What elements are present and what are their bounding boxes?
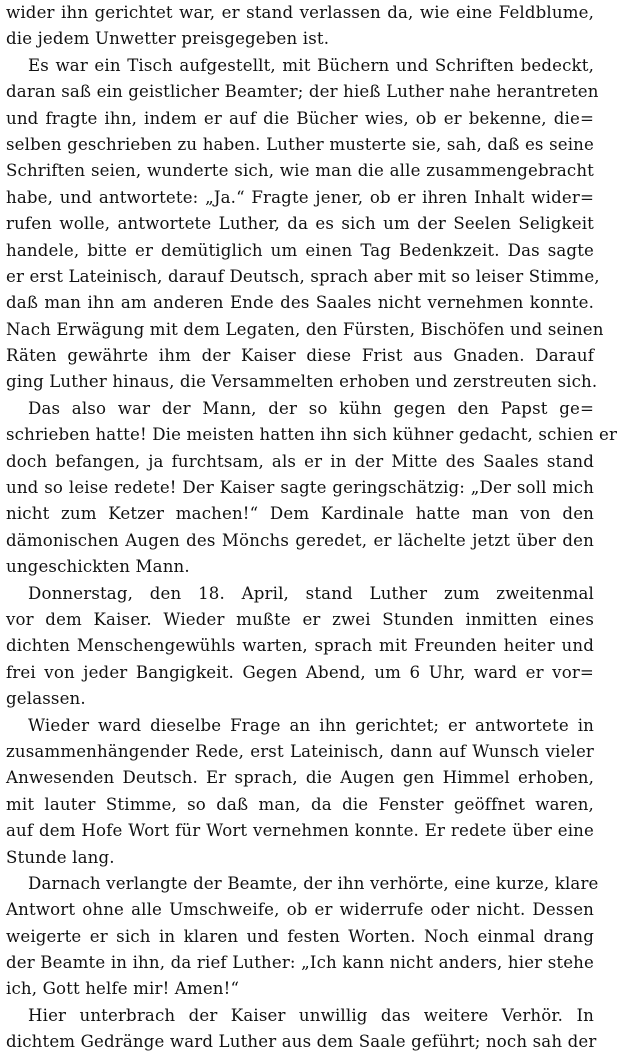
text-line: Wieder ward dieselbe Frage an ihn gerichtet; er antwortete in: [28, 715, 594, 735]
text-line: zusammenhängender Rede, erst Lateinisch, dann auf Wunsch vieler: [6, 741, 594, 761]
text-line: die jedem Unwetter preisgegeben ist.: [6, 29, 330, 49]
text-line: frei von jeder Bangigkeit. Gegen Abend, um 6 Uhr, ward er vor=: [6, 662, 594, 682]
text-line: daran saß ein geistlicher Beamter; der hieß Luther nahe herantreten: [6, 82, 599, 102]
text-line: Das also war der Mann, der so kühn gegen den Papst ge=: [28, 398, 594, 418]
text-line: Räten gewährte ihm der Kaiser diese Frist aus Gnaden. Darauf: [6, 346, 594, 366]
text-line: habe, und antwortete: „Ja.“ Fragte jener, ob er ihren Inhalt wider=: [6, 187, 594, 207]
text-line: handele, bitte er demütiglich um einen Tag Bedenkzeit. Das sagte: [6, 240, 594, 260]
text-line: selben geschrieben zu haben. Luther musterte sie, sah, daß es seine: [6, 134, 594, 154]
text-line: dichtem Gedränge ward Luther aus dem Saale geführt; noch sah der: [6, 1032, 597, 1052]
text-line: mit lauter Stimme, so daß man, da die Fenster geöffnet waren,: [6, 794, 594, 814]
text-line: dämonischen Augen des Mönchs geredet, er lächelte jetzt über den: [6, 530, 594, 550]
text-line: schrieben hatte! Die meisten hatten ihn sich kühner gedacht, schien er: [6, 425, 617, 445]
text-line: wider ihn gerichtet war, er stand verlassen da, wie eine Feldblume,: [6, 3, 594, 22]
text-line: Stunde lang.: [6, 847, 115, 867]
text-line: doch befangen, ja furchtsam, als er in der Mitte des Saales stand: [6, 451, 594, 471]
text-line: daß man ihn am anderen Ende des Saales nicht vernehmen konnte.: [6, 293, 594, 313]
text-line: ich, Gott helfe mir! Amen!“: [6, 979, 240, 999]
text-line: gelassen.: [6, 689, 86, 709]
text-line: Hier unterbrach der Kaiser unwillig das weitere Verhör. In: [28, 1005, 594, 1025]
text-line: ging Luther hinaus, die Versammelten erhoben und zerstreuten sich.: [6, 372, 598, 392]
text-line: Antwort ohne alle Umschweife, ob er widerrufe oder nicht. Dessen: [6, 900, 594, 920]
text-line: Es war ein Tisch aufgestellt, mit Büchern und Schriften bedeckt,: [28, 55, 594, 75]
text-line: dichten Menschengewühls warten, sprach mit Freunden heiter und: [6, 636, 594, 656]
text-line: Donnerstag, den 18. April, stand Luther zum zweitenmal: [28, 583, 594, 603]
text-line: nicht zum Ketzer machen!“ Dem Kardinale hatte man von den: [6, 504, 594, 524]
text-line: er erst Lateinisch, darauf Deutsch, sprach aber mit so leiser Stimme,: [6, 266, 600, 286]
text-line: Schriften seien, wunderte sich, wie man die alle zusammengebracht: [6, 161, 594, 181]
text-line: vor dem Kaiser. Wieder mußte er zwei Stunden inmitten eines: [6, 609, 594, 629]
text-line: und so leise redete! Der Kaiser sagte geringschätzig: „Der soll mich: [6, 478, 594, 498]
text-line: Nach Erwägung mit dem Legaten, den Fürsten, Bischöfen und seinen: [6, 319, 604, 339]
text-line: rufen wolle, antwortete Luther, da es sich um der Seelen Seligkeit: [6, 214, 594, 234]
text-line: auf dem Hofe Wort für Wort vernehmen konnte. Er redete über eine: [6, 821, 594, 841]
text-line: Darnach verlangte der Beamte, der ihn verhörte, eine kurze, klare: [28, 873, 599, 893]
text-line: weigerte er sich in klaren und festen Worten. Noch einmal drang: [6, 926, 594, 946]
page-text-body: [6, 0, 617, 1056]
text-line: der Beamte in ihn, da rief Luther: „Ich kann nicht anders, hier stehe: [6, 953, 594, 973]
text-line: und fragte ihn, indem er auf die Bücher wies, ob er bekenne, die=: [6, 108, 594, 128]
text-line: ungeschickten Mann.: [6, 557, 190, 577]
text-line: Anwesenden Deutsch. Er sprach, die Augen gen Himmel erhoben,: [6, 768, 594, 788]
